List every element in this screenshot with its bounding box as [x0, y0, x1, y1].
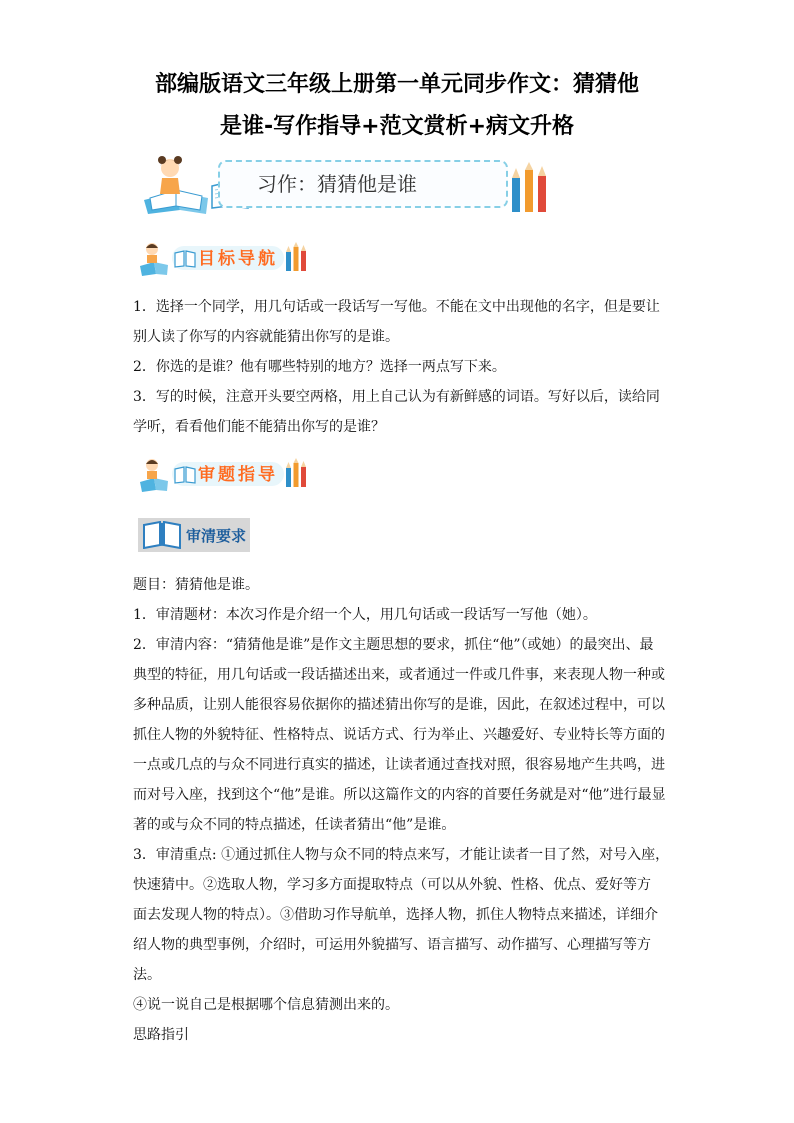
open-book-icon [174, 250, 196, 268]
section-title-guidance: 审题指导 [198, 465, 278, 485]
section-header-guidance [138, 454, 308, 494]
point-2-line-1: 2．审清内容：“猜猜他是谁”是作文主题思想的要求，抓住“他”（或她）的最突出、最 [133, 637, 654, 653]
point-3-line-4: 绍人物的典型事例，介绍时，可运用外貌描写、语言描写、动作描写、心理描写等方法。 [133, 937, 651, 983]
guidance-body [133, 570, 673, 1050]
subsection-title: 审清要求 [186, 527, 247, 545]
banner-title: 习作：猜猜他是谁 [257, 172, 417, 196]
goal-item-3-line-1: 3．写的时候，注意开头要空两格，用上自己认为有新鲜感的词语。写好以后，读给同 [133, 389, 660, 405]
goal-item-1-line-2: 别人读了你写的内容就能猜出你写的是谁。 [133, 329, 399, 345]
goal-item-1-line-1: 1．选择一个同学，用几句话或一段话写一写他。不能在文中出现他的名字，但是要让 [133, 299, 660, 315]
subsection-header-requirements [138, 518, 250, 552]
section-header-goals [138, 238, 308, 278]
topic-banner [140, 152, 560, 216]
point-2-line-3: 多种品质，让别人能很容易依据你的描述猜出你写的是谁，因此，在叙述过程中，可以 [133, 697, 665, 713]
title-line-2: 是谁-写作指导+范文赏析+病文升格 [220, 114, 574, 139]
goals-list [133, 292, 673, 442]
point-3-line-3: 面去发现人物的特点）。③借助习作导航单，选择人物，抓住人物特点来描述，详细介 [133, 907, 658, 923]
point-3-line-5: ④说一说自己是根据哪个信息猜测出来的。 [133, 997, 399, 1013]
point-2-line-5: 一点或几点的与众不同进行真实的描述，让读者通过查找对照，很容易地产生共鸣，进 [133, 757, 665, 773]
pencils-icon [284, 242, 308, 272]
open-book-icon [142, 521, 182, 549]
point-2-line-2: 典型的特征，用几句话或一段话描述出来，或者通过一件或几件事，来表现人物一种或 [133, 667, 665, 683]
pencils-icon [284, 458, 308, 488]
open-book-icon [174, 466, 196, 484]
point-2-line-4: 抓住人物的外貌特征、性格特点、说话方式、行为举止、兴趣爱好、专业特长等方面的 [133, 727, 665, 743]
topic-line: 题目：猜猜他是谁。 [133, 577, 259, 593]
goal-item-2: 2．你选的是谁？他有哪些特别的地方？选择一两点写下来。 [133, 359, 506, 375]
document-title [60, 64, 734, 148]
title-line-1: 部编版语文三年级上册第一单元同步作文：猜猜他 [154, 72, 639, 97]
girl-reading-book-icon [138, 456, 172, 492]
thinking-guide-label: 思路指引 [133, 1027, 189, 1043]
point-1: 1．审清题材：本次习作是介绍一个人，用几句话或一段话写一写他（她）。 [133, 607, 597, 623]
point-3-line-2: 快速猜中。②选取人物，学习多方面提取特点（可以从外貌、性格、优点、爱好等方 [133, 877, 651, 893]
pencils-icon [508, 162, 552, 214]
girl-reading-book-icon [138, 240, 172, 276]
girl-reading-book-icon [140, 152, 220, 216]
point-2-line-6: 而对号入座，找到这个“他”是谁。所以这篇作文的内容的首要任务就是对“他”进行最显 [133, 787, 666, 803]
point-2-line-7: 著的或与众不同的特点描述，任读者猜出“他”是谁。 [133, 817, 456, 833]
point-3-line-1: 3．审清重点: ①通过抓住人物与众不同的特点来写，才能让读者一目了然，对号入座， [133, 847, 670, 863]
goal-item-3-line-2: 学听，看看他们能不能猜出你写的是谁？ [133, 419, 385, 435]
section-title-goals: 目标导航 [198, 249, 278, 269]
